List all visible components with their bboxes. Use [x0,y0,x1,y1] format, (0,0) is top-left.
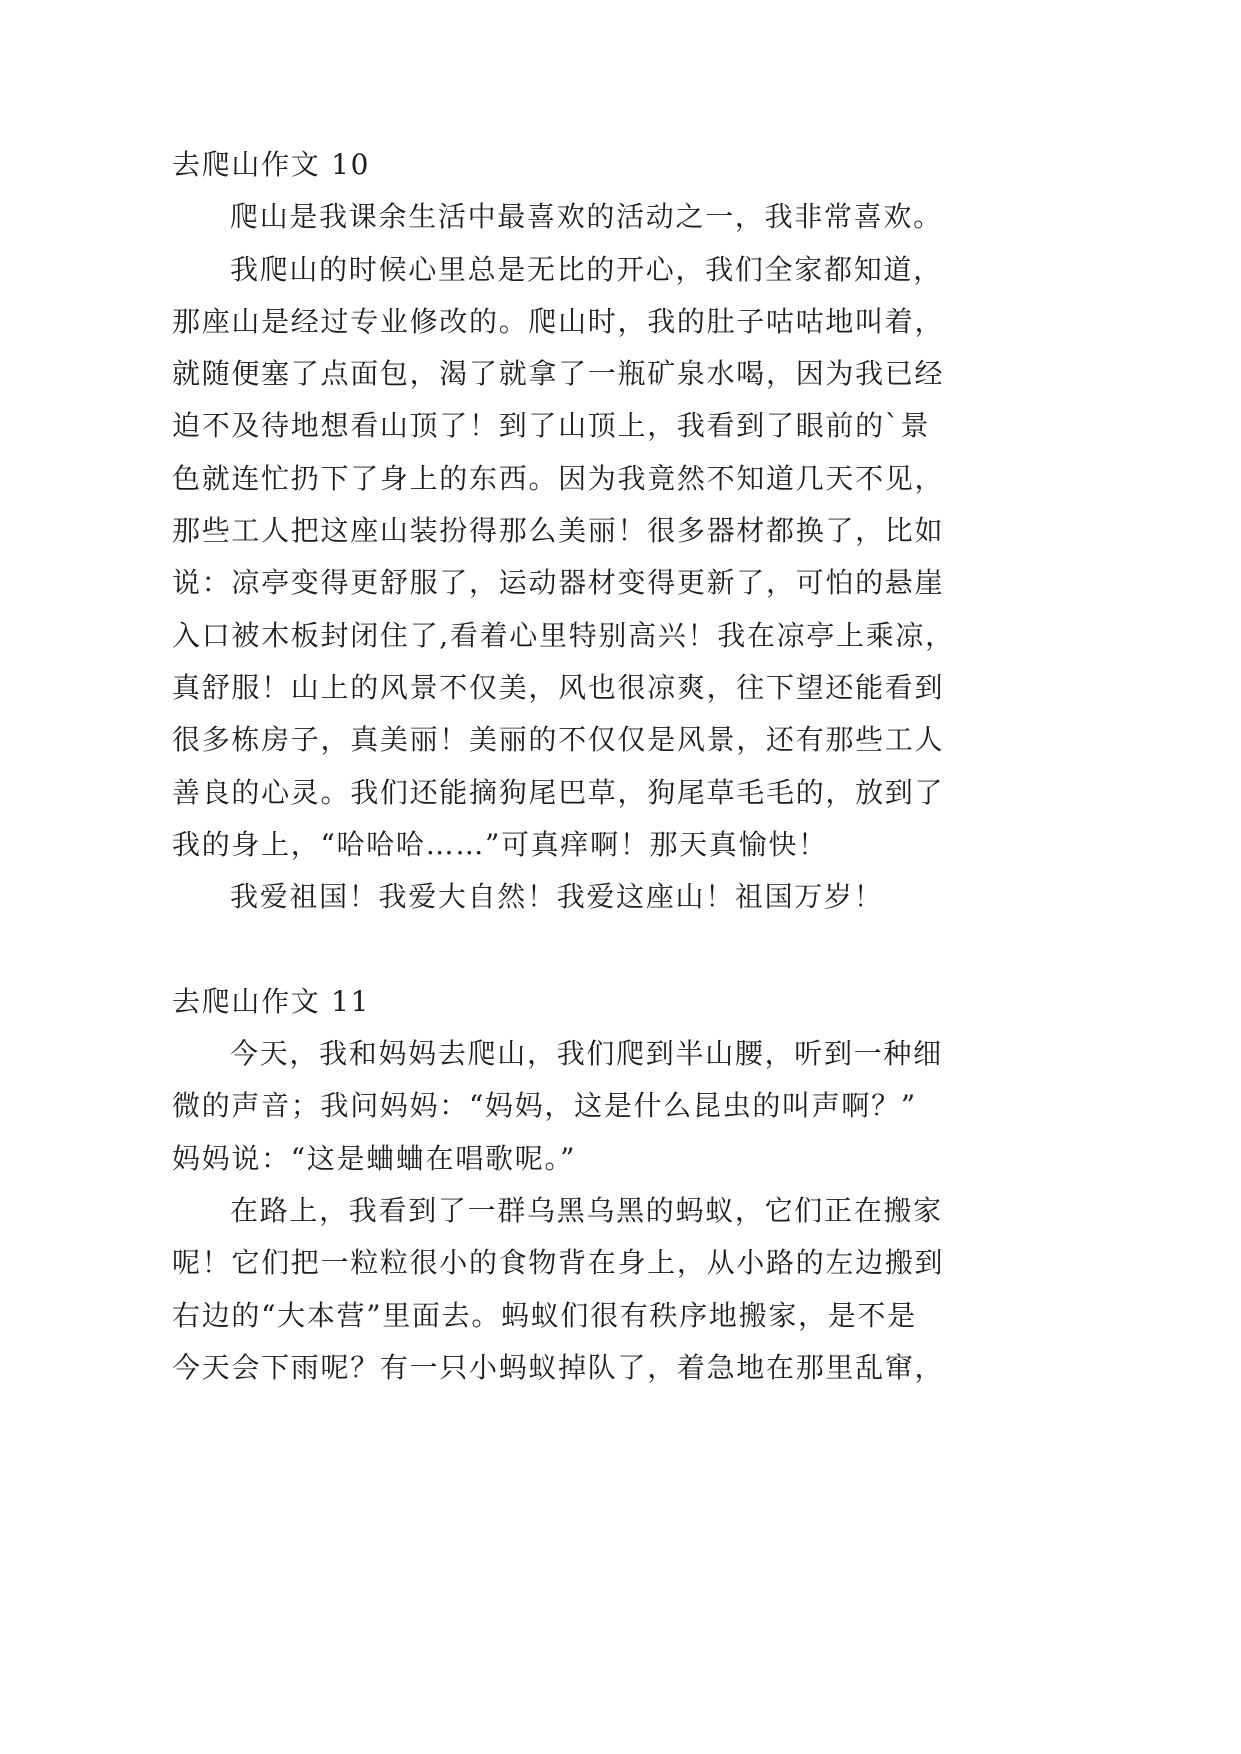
document-body [172,139,972,1394]
text-line: 我爱祖国！我爱大自然！我爱这座山！祖国万岁！ [230,880,884,914]
text-line: 呢！它们把一粒粒很小的食物背在身上，从小路的左边搬到 [172,1246,945,1280]
text-line: 就随便塞了点面包，渴了就拿了一瓶矿泉水喝，因为我已经 [172,357,945,391]
text-line: 迫不及待地想看山顶了！到了山顶上，我看到了眼前的`景 [172,409,931,443]
paragraph [172,1028,972,1185]
text-line: 入口被木板封闭住了,看着心里特别高兴！我在凉亭上乘凉， [172,618,955,652]
essay-title: 去爬山作文 11 [172,984,371,1018]
text-line: 真舒服！山上的风景不仅美，风也很凉爽，往下望还能看到 [172,670,945,704]
text-line: 色就连忙扔下了身上的东西。因为我竟然不知道几天不见， [172,461,945,495]
text-line: 微的声音；我问妈妈：“妈妈，这是什么昆虫的叫声啊？” [172,1089,917,1123]
essay-title: 去爬山作文 10 [172,148,371,181]
text-line: 很多栋房子，真美丽！美丽的不仅仅是风景，还有那些工人 [172,723,945,757]
text-line: 右边的“大本营”里面去。蚂蚁们很有秩序地搬家，是不是 [172,1298,917,1332]
text-line: 那座山是经过专业修改的。爬山时，我的肚子咕咕地叫着， [172,304,945,338]
text-line: 在路上，我看到了一群乌黑乌黑的蚂蚁，它们正在搬家 [230,1193,943,1227]
text-line: 那些工人把这座山装扮得那么美丽！很多器材都换了，比如 [172,514,945,548]
paragraph [172,244,972,872]
essay-section [172,976,972,1394]
text-line: 我的身上，“哈哈哈……”可真痒啊！那天真愉快！ [172,827,828,861]
text-line: 今天会下雨呢？有一只小蚂蚁掉队了，着急地在那里乱窜， [172,1350,945,1384]
text-line: 今天，我和妈妈去爬山，我们爬到半山腰，听到一种细 [230,1037,943,1071]
text-line: 善良的心灵。我们还能摘狗尾巴草，狗尾草毛毛的，放到了 [172,775,945,809]
paragraph [172,191,972,243]
text-line: 我爬山的时候心里总是无比的开心，我们全家都知道， [230,252,943,286]
essay-section [172,139,972,923]
paragraph [172,871,972,923]
section-spacer [172,923,972,975]
text-line: 爬山是我课余生活中最喜欢的活动之一，我非常喜欢。 [230,200,943,234]
text-line: 妈妈说：“这是蛐蛐在唱歌呢。” [172,1141,577,1175]
text-line: 说：凉亭变得更舒服了，运动器材变得更新了，可怕的悬崖 [172,566,945,600]
paragraph [172,1185,972,1394]
